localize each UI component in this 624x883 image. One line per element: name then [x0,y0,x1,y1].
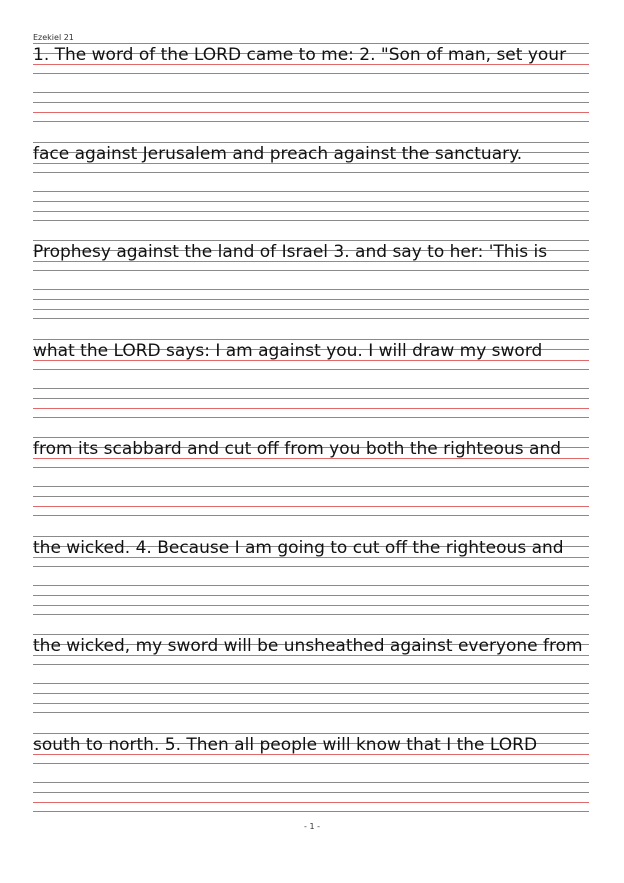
gray-guide-line [33,289,589,290]
red-guide-line [33,408,589,409]
writing-block [33,43,589,133]
gray-guide-line [33,763,589,764]
verse-text-line: Prophesy against the land of Israel 3. and say to her: 'This is [33,242,548,262]
gray-guide-line [33,369,589,370]
gray-guide-line [33,515,589,516]
gray-guide-line [33,811,589,812]
writing-block [33,339,589,429]
gray-guide-line [33,220,589,221]
red-guide-line [33,211,589,212]
gray-guide-line [33,566,589,567]
gray-guide-line [33,102,589,103]
gray-guide-line [33,693,589,694]
verse-text-line: the wicked, my sword will be unsheathed against everyone from [33,636,583,656]
verse-text-line: 1. The word of the LORD came to me: 2. "Son of man, set your [33,45,567,65]
writing-block [33,142,589,232]
document-header: Ezekiel 21 [33,33,74,42]
writing-block [33,634,589,724]
writing-block [33,536,589,626]
red-guide-line [33,802,589,803]
red-guide-line [33,506,589,507]
gray-guide-line [33,73,589,74]
verse-text-line: face against Jerusalem and preach against the sanctuary. [33,143,523,164]
gray-guide-line [33,92,589,93]
gray-guide-line [33,398,589,399]
writing-block [33,437,589,527]
red-guide-line [33,112,589,113]
gray-guide-line [33,417,589,418]
red-guide-line [33,605,589,606]
gray-guide-line [33,782,589,783]
writing-block [33,240,589,330]
verse-text-line: what the LORD says: I am against you. I will draw my sword [33,340,543,361]
gray-guide-line [33,683,589,684]
writing-block [33,733,589,823]
verse-text-line: south to north. 5. Then all people will know that I the LORD [33,734,538,755]
gray-guide-line [33,496,589,497]
gray-guide-line [33,121,589,122]
gray-guide-line [33,712,589,713]
gray-guide-line [33,299,589,300]
red-guide-line [33,703,589,704]
gray-guide-line [33,614,589,615]
verse-text-line: from its scabbard and cut off from you both the righteous and [33,439,561,459]
page-number: - 1 - [304,822,320,831]
gray-guide-line [33,191,589,192]
gray-guide-line [33,172,589,173]
red-guide-line [33,309,589,310]
gray-guide-line [33,388,589,389]
gray-guide-line [33,664,589,665]
gray-guide-line [33,585,589,586]
gray-guide-line [33,318,589,319]
gray-guide-line [33,467,589,468]
gray-guide-line [33,792,589,793]
verse-text-line: the wicked. 4. Because I am going to cut off the righteous and [33,537,564,558]
gray-guide-line [33,486,589,487]
gray-guide-line [33,201,589,202]
gray-guide-line [33,595,589,596]
gray-guide-line [33,270,589,271]
